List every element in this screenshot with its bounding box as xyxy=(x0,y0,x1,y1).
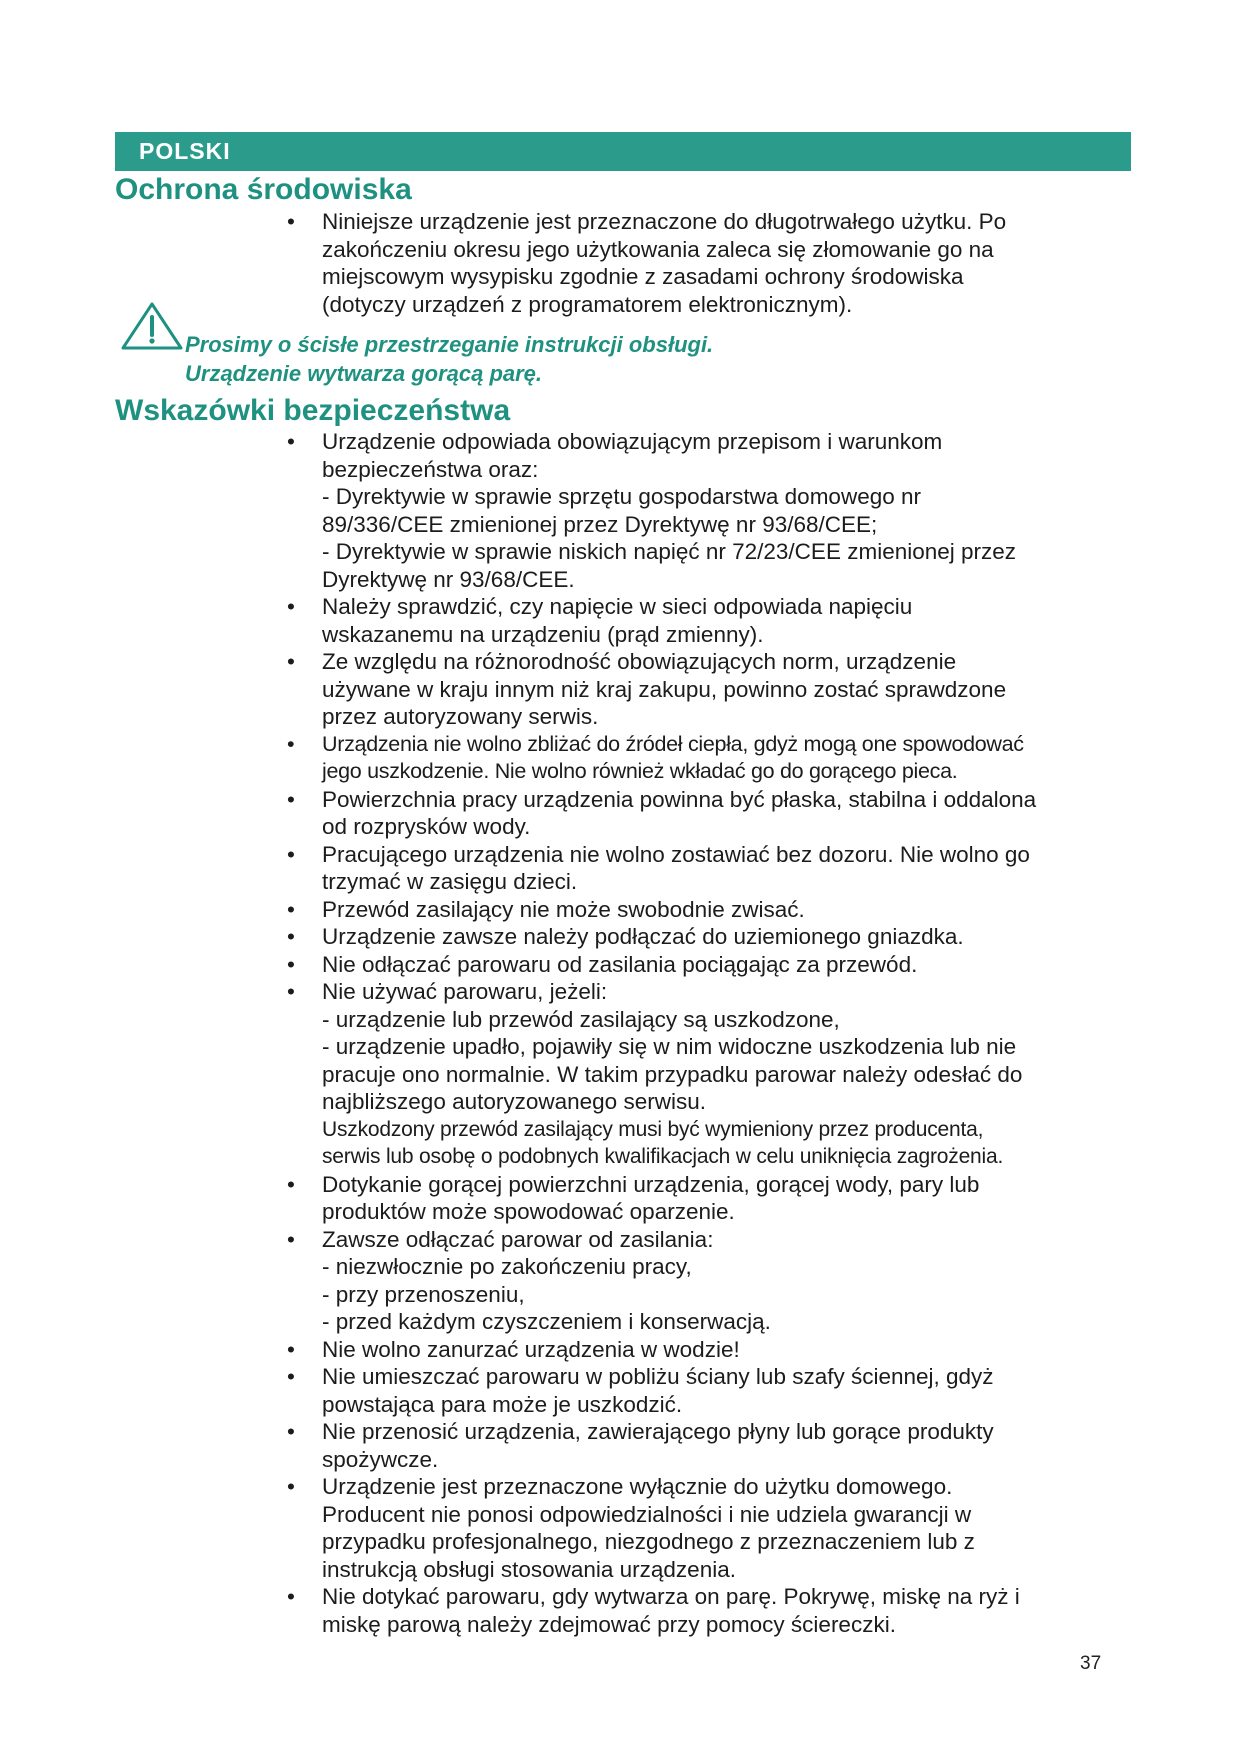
environment-heading: Ochrona środowiska xyxy=(115,173,412,206)
text-line: spożywcze. xyxy=(322,1446,439,1472)
warning-line-2: Urządzenie wytwarza gorącą parę. xyxy=(185,361,543,386)
text-line: • Nie odłączać parowaru od zasilania pociągając za przewód. xyxy=(322,951,918,977)
list-item xyxy=(287,841,1036,896)
text-line: • Urządzenie zawsze należy podłączać do uziemionego gniazdka. xyxy=(322,924,964,949)
list-item xyxy=(287,1363,1036,1418)
text-line: najbliższego autoryzowanego serwisu. xyxy=(322,1089,706,1114)
text-line: • Powierzchnia pracy urządzenia powinna być płaska, stabilna i oddalona xyxy=(322,786,1037,812)
text-line: zakończeniu okresu jego użytkowania zaleca się złomowanie go na xyxy=(322,236,994,262)
list-item xyxy=(287,786,1036,841)
text-line: od rozprysków wody. xyxy=(322,814,531,839)
text-line: • Urządzenia nie wolno zbliżać do źródeł ciepła, gdyż mogą one spowodować xyxy=(322,731,1024,756)
text-line: wskazanemu na urządzeniu (prąd zmienny). xyxy=(322,621,764,647)
language-label: POLSKI xyxy=(115,132,1131,171)
text-line: • Dotykanie gorącej powierzchni urządzenia, gorącej wody, pary lub xyxy=(322,1171,980,1197)
text-line: Producent nie ponosi odpowiedzialności i nie udziela gwarancji w xyxy=(322,1501,972,1527)
list-item xyxy=(287,1336,1036,1364)
text-line: • Ze względu na różnorodność obowiązujących norm, urządzenie xyxy=(322,649,957,674)
text-line: Dyrektywę nr 93/68/CEE. xyxy=(322,566,575,592)
text-line: - Dyrektywie w sprawie niskich napięć nr 72/23/CEE zmienionej przez xyxy=(322,539,1017,564)
text-line: • Pracującego urządzenia nie wolno zostawiać bez dozoru. Nie wolno go xyxy=(322,841,1030,867)
text-line: serwis lub osobę o podobnych kwalifikacjach w celu uniknięcia zagrożenia. xyxy=(322,1145,1004,1168)
text-line: • Nie wolno zanurzać urządzenia w wodzie! xyxy=(322,1336,740,1362)
list-item xyxy=(287,208,1006,318)
list-item xyxy=(287,593,1036,648)
list-item xyxy=(287,1226,1036,1336)
text-line: - Dyrektywie w sprawie sprzętu gospodarstwa domowego nr xyxy=(322,484,921,509)
text-line: miskę parową należy zdejmować przy pomocy ściereczki. xyxy=(322,1611,896,1637)
list-item xyxy=(287,1473,1036,1583)
text-line: - urządzenie upadło, pojawiły się w nim widoczne uszkodzenia lub nie xyxy=(322,1034,1017,1059)
list-item xyxy=(287,731,1036,786)
text-line: • Nie umieszczać parowaru w pobliżu ściany lub szafy ściennej, gdyż xyxy=(322,1364,994,1389)
text-line: • Urządzenie jest przeznaczone wyłącznie do użytku domowego. xyxy=(322,1474,953,1499)
list-item xyxy=(287,1583,1036,1638)
text-line: używane w kraju innym niż kraj zakupu, powinno zostać sprawdzone xyxy=(322,676,1007,702)
text-line: - przed każdym czyszczeniem i konserwacją. xyxy=(322,1309,771,1334)
text-line: pracuje ono normalnie. W takim przypadku parowar należy odesłać do xyxy=(322,1061,1023,1087)
text-line: produktów może spowodować oparzenie. xyxy=(322,1199,735,1224)
text-line: 89/336/CEE zmienionej przez Dyrektywę nr 93/68/CEE; xyxy=(322,511,878,537)
safety-list xyxy=(287,428,1036,1638)
text-line: - urządzenie lub przewód zasilający są uszkodzone, xyxy=(322,1006,840,1032)
list-item xyxy=(287,896,1036,924)
text-line: miejscowym wysypisku zgodnie z zasadami ochrony środowiska xyxy=(322,264,964,289)
list-item xyxy=(287,428,1036,593)
text-line: Uszkodzony przewód zasilający musi być wymieniony przez producenta, xyxy=(322,1117,984,1141)
page-number: 37 xyxy=(1080,1653,1102,1674)
text-line: • Należy sprawdzić, czy napięcie w sieci odpowiada napięciu xyxy=(322,594,913,619)
text-line: • Niniejsze urządzenie jest przeznaczone do długotrwałego użytku. Po xyxy=(322,209,1007,234)
text-line: • Zawsze odłączać parowar od zasilania: xyxy=(322,1226,714,1252)
text-line: instrukcją obsługi stosowania urządzenia. xyxy=(322,1556,736,1582)
text-line: • Nie dotykać parowaru, gdy wytwarza on parę. Pokrywę, miskę na ryż i xyxy=(322,1584,1020,1609)
list-item xyxy=(287,648,1036,731)
list-item xyxy=(287,1171,1036,1226)
text-line: - przy przenoszeniu, xyxy=(322,1281,525,1307)
text-line: jego uszkodzenie. Nie wolno również wkładać go do gorącego pieca. xyxy=(322,759,958,783)
list-item xyxy=(287,1418,1036,1473)
text-line: • Urządzenie odpowiada obowiązującym przepisom i warunkom xyxy=(322,429,943,454)
warning-line-1: Prosimy o ścisłe przestrzeganie instrukcji obsługi. xyxy=(185,332,714,357)
text-line: • Nie przenosić urządzenia, zawierającego płyny lub gorące produkty xyxy=(322,1419,994,1444)
text-line: (dotyczy urządzeń z programatorem elektronicznym). xyxy=(322,291,853,317)
text-line: przypadku profesjonalnego, niezgodnego z przeznaczeniem lub z xyxy=(322,1529,975,1554)
text-line: • Przewód zasilający nie może swobodnie zwisać. xyxy=(322,896,805,922)
text-line: • Nie używać parowaru, jeżeli: xyxy=(322,979,608,1004)
warning-text xyxy=(185,330,713,388)
environment-list xyxy=(287,208,1006,318)
text-line: powstająca para może je uszkodzić. xyxy=(322,1391,683,1417)
text-line: trzymać w zasięgu dzieci. xyxy=(322,869,578,894)
text-line: bezpieczeństwa oraz: xyxy=(322,456,539,482)
text-line: przez autoryzowany serwis. xyxy=(322,704,599,729)
warning-triangle-icon xyxy=(120,301,184,351)
list-item xyxy=(287,923,1036,951)
text-line: - niezwłocznie po zakończeniu pracy, xyxy=(322,1254,692,1279)
safety-heading: Wskazówki bezpieczeństwa xyxy=(115,394,511,427)
list-item xyxy=(287,951,1036,979)
list-item xyxy=(287,978,1036,1171)
